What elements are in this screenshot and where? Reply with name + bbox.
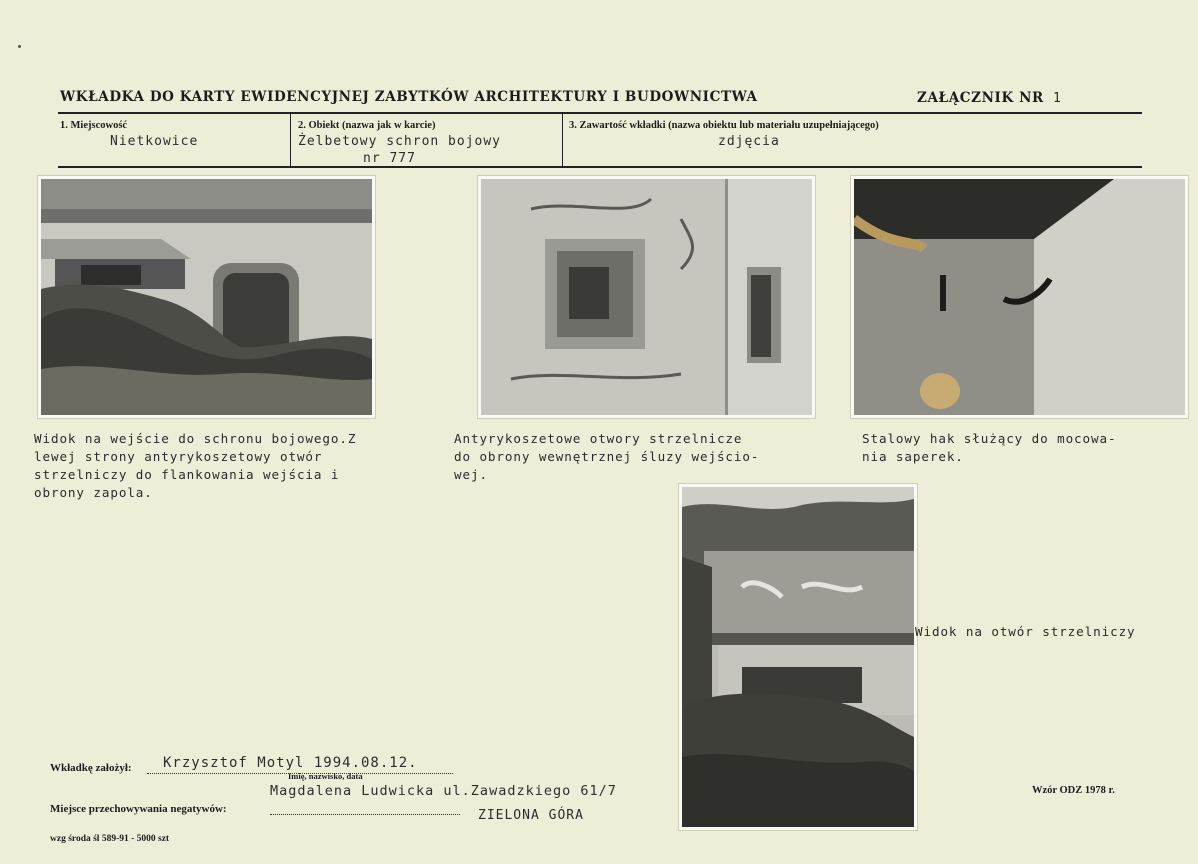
photo-embrasure-view-image — [682, 487, 914, 827]
header-rule-bottom — [58, 166, 1142, 168]
storage-dotted-line — [270, 814, 460, 815]
object-value-line1: Żelbetowy schron bojowy — [298, 134, 502, 149]
content-value: zdjęcia — [718, 134, 780, 149]
founded-value: Krzysztof Motyl 1994.08.12. — [163, 755, 418, 771]
field-divider-2 — [562, 114, 563, 166]
caption-photo-4 — [915, 623, 1136, 641]
attachment-label: ZAŁĄCZNIK NR — [917, 90, 1044, 106]
print-note: wzg środa śl 589-91 - 5000 szt — [50, 834, 170, 844]
locality-label: 1. Miejscowość — [60, 120, 128, 131]
storage-value-line2: ZIELONA GÓRA — [478, 808, 584, 823]
caption-photo-2 — [454, 430, 759, 484]
caption-photo-2-line-3: wej. — [454, 467, 488, 482]
header-rule-top — [58, 112, 1142, 114]
field-divider-1 — [290, 114, 291, 166]
photo-steel-hook-image — [854, 179, 1185, 415]
locality-value: Nietkowice — [110, 134, 199, 149]
attachment-number: 1 — [1053, 91, 1062, 106]
photo-embrasure-view — [679, 484, 917, 830]
storage-label: Miejsce przechowywania negatywów: — [50, 803, 227, 815]
document-title: WKŁADKA DO KARTY EWIDENCYJNEJ ZABYTKÓW ARCHITEKTURY I BUDOWNICTWA — [60, 89, 758, 105]
storage-value-line1: Magdalena Ludwicka ul.Zawadzkiego 61/7 — [270, 783, 617, 799]
paper-speck — [18, 45, 21, 48]
photo-embrasures-image — [481, 179, 812, 415]
caption-photo-3-line-2: nia saperek. — [862, 449, 964, 464]
caption-photo-1-line-3: strzelniczy do flankowania wejścia i — [34, 467, 340, 482]
content-label: 3. Zawartość wkładki (nazwa obiektu lub materiału uzupełniającego) — [569, 120, 879, 131]
object-label: 2. Obiekt (nazwa jak w karcie) — [298, 120, 436, 131]
founded-label: Wkładkę założył: — [50, 762, 132, 774]
photo-steel-hook — [851, 176, 1188, 418]
founded-hint: Imię, nazwisko, data — [288, 771, 363, 781]
caption-photo-1 — [34, 430, 356, 502]
caption-photo-2-line-2: do obrony wewnętrznej śluzy wejścio- — [454, 449, 760, 464]
photo-embrasures — [478, 176, 815, 418]
photo-bunker-entrance — [38, 176, 375, 418]
caption-photo-1-line-4: obrony zapola. — [34, 485, 153, 500]
caption-photo-3 — [862, 430, 1116, 466]
caption-photo-3-line-1: Stalowy hak służący do mocowa- — [862, 431, 1117, 446]
photo-bunker-entrance-image — [41, 179, 372, 415]
form-model: Wzór ODZ 1978 r. — [1032, 785, 1115, 796]
caption-photo-4-line-1: Widok na otwór strzelniczy — [915, 624, 1136, 639]
caption-photo-1-line-1: Widok na wejście do schronu bojowego.Z — [34, 431, 357, 446]
caption-photo-1-line-2: lewej strony antyrykoszetowy otwór — [34, 449, 323, 464]
caption-photo-2-line-1: Antyrykoszetowe otwory strzelnicze — [454, 431, 743, 446]
object-value-line2: nr 777 — [363, 151, 416, 166]
